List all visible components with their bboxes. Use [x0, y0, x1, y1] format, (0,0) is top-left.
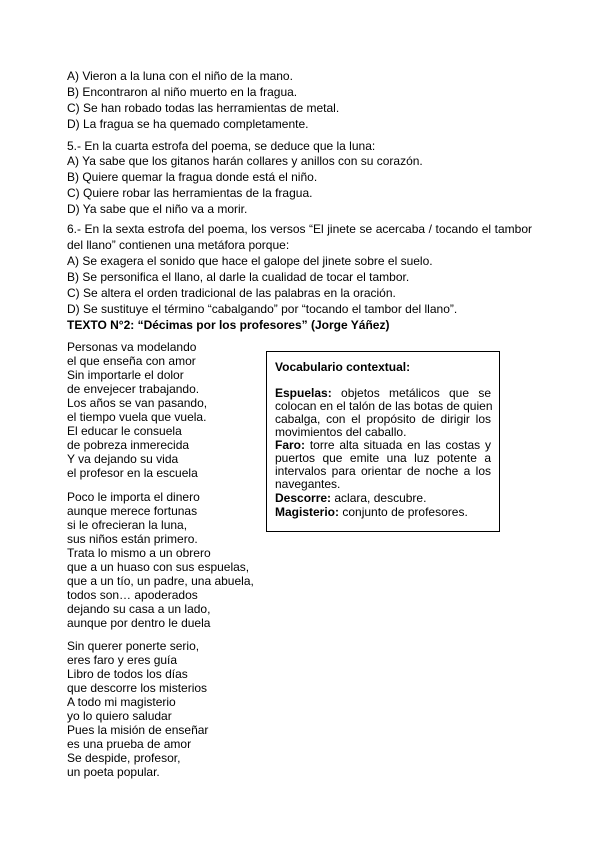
poem-line: aunque merece fortunas — [67, 504, 198, 518]
poem-line: si le ofrecieran la luna, — [67, 518, 188, 532]
poem-line: que a un tío, un padre, una abuela, — [67, 574, 254, 588]
q6-stem-line1: 6.- En la sexta estrofa del poema, los versos “El jinete se acercaba / tocando el tambor — [67, 222, 532, 236]
poem-line: sus niños están primero. — [67, 532, 198, 546]
vocab-faro-line4: navegantes. — [275, 477, 341, 491]
q5-option-b: B) Quiere quemar la fragua donde está el niño. — [67, 170, 318, 184]
poem-line: yo lo quiero saludar — [67, 709, 172, 723]
q6-stem-line2: del llano” contienen una metáfora porque: — [67, 238, 290, 252]
q4-option-c: C) Se han robado todas las herramientas de metal. — [67, 101, 340, 115]
q6-option-b: B) Se personifica el llano, al darle la cualidad de tocar el tambor. — [67, 270, 410, 284]
poem-line: es una prueba de amor — [67, 737, 192, 751]
text2-title: TEXTO N°2: “Décimas por los profesores” (Jorge Yáñez) — [67, 318, 390, 332]
vocab-faro-line1: Faro: torre alta situada en las costas y — [275, 438, 491, 452]
q4-option-a: A) Vieron a la luna con el niño de la mano. — [67, 69, 293, 83]
poem-line: Pues la misión de enseñar — [67, 723, 209, 737]
q4-option-d: D) La fragua se ha quemado completamente. — [67, 117, 309, 131]
poem-line: el profesor en la escuela — [67, 466, 198, 480]
poem-line: Trata lo mismo a un obrero — [67, 546, 211, 560]
poem-line: A todo mi magisterio — [67, 695, 176, 709]
vocab-descorre: Descorre: aclara, descubre. — [275, 491, 427, 505]
poem-line: todos son… apoderados — [67, 588, 198, 602]
q5-option-d: D) Ya sabe que el niño va a morir. — [67, 202, 248, 216]
vocab-espuelas-line4: movimientos del caballo. — [275, 425, 407, 439]
poem-line: el que enseña con amor — [67, 354, 196, 368]
vocab-term: Magisterio: — [275, 505, 340, 519]
poem-line: que descorre los misterios — [67, 681, 208, 695]
poem-line: Se despide, profesor, — [67, 751, 181, 765]
vocab-term: Faro: — [275, 438, 305, 452]
poem-line: Libro de todos los días — [67, 667, 188, 681]
vocabulary-box — [266, 351, 500, 532]
q4-option-b: B) Encontraron al niño muerto en la fragua. — [67, 85, 298, 99]
poem-line: Y va dejando su vida — [67, 452, 179, 466]
vocab-term: Descorre: — [275, 491, 332, 505]
q5-stem: 5.- En la cuarta estrofa del poema, se deduce que la luna: — [67, 139, 376, 153]
poem-line: Sin querer ponerte serio, — [67, 639, 200, 653]
vocab-faro-line3: intervalos para orientar de noche a los — [275, 464, 491, 478]
vocabulary-title: Vocabulario contextual: — [275, 360, 411, 374]
vocab-espuelas-line3: cabalga, con el propósito de dirigir los — [275, 412, 491, 426]
poem-line: Sin importarle el dolor — [67, 368, 184, 382]
q6-option-d: D) Se sustituye el término “cabalgando” por “tocando el tambor del llano”. — [67, 302, 458, 316]
poem-line: que a un huaso con sus espuelas, — [67, 560, 250, 574]
vocab-faro-line2: puertos que emite una luz potente a — [275, 451, 491, 465]
poem-line: eres faro y eres guía — [67, 653, 178, 667]
vocab-magisterio: Magisterio: conjunto de profesores. — [275, 505, 468, 519]
poem-line: el tiempo vuela que vuela. — [67, 410, 207, 424]
poem-line: de envejecer trabajando. — [67, 382, 200, 396]
vocab-espuelas-line2: colocan en el talón de las botas de quien — [275, 399, 493, 413]
poem-line: aunque por dentro le duela — [67, 616, 211, 630]
poem-line: dejando su casa a un lado, — [67, 602, 211, 616]
q6-option-c: C) Se altera el orden tradicional de las palabras en la oración. — [67, 286, 396, 300]
poem-line: Los años se van pasando, — [67, 396, 208, 410]
poem-line: Personas va modelando — [67, 340, 197, 354]
poem-line: El educar le consuela — [67, 424, 182, 438]
poem-line: un poeta popular. — [67, 765, 160, 779]
q5-option-a: A) Ya sabe que los gitanos harán collares y anillos con su corazón. — [67, 154, 423, 168]
poem-line: de pobreza inmerecida — [67, 438, 190, 452]
vocab-espuelas-line1: Espuelas: objetos metálicos que se — [275, 386, 491, 400]
q6-option-a: A) Se exagera el sonido que hace el galope del jinete sobre el suelo. — [67, 254, 433, 268]
q5-option-c: C) Quiere robar las herramientas de la fragua. — [67, 186, 313, 200]
vocab-term: Espuelas: — [275, 386, 332, 400]
poem-line: Poco le importa el dinero — [67, 490, 200, 504]
